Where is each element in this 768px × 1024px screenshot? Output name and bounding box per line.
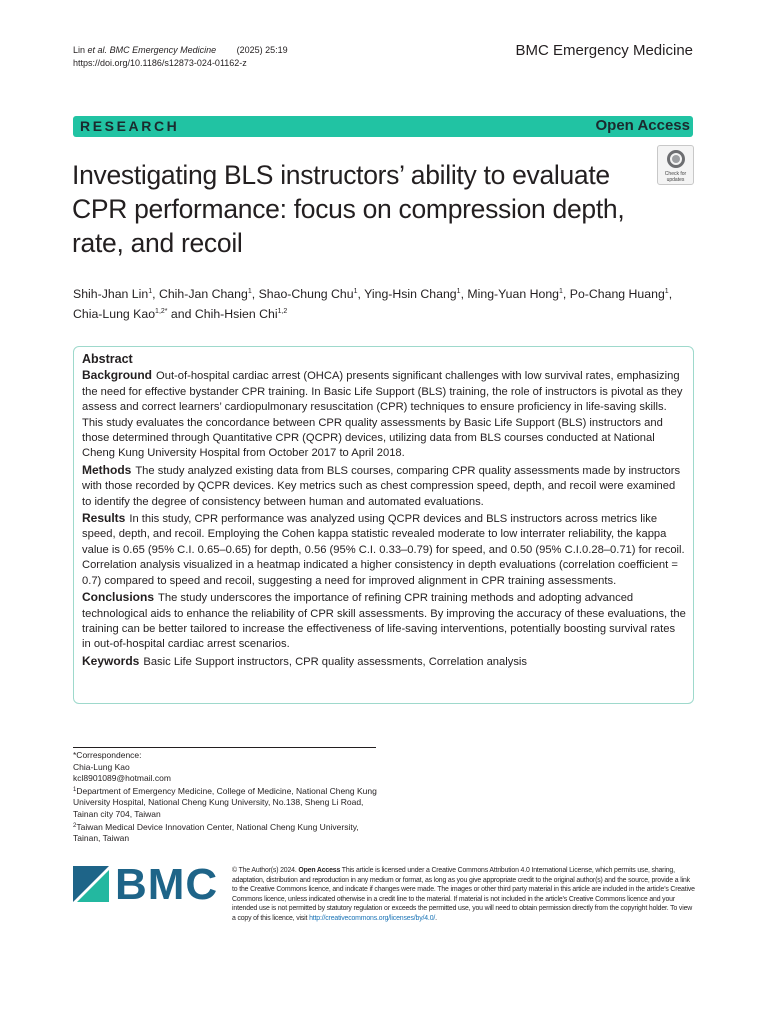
citation-line [73, 44, 288, 57]
article-title: Investigating BLS instructors’ ability to evaluate CPR performance: focus on compression depth, rate, and recoil [72, 160, 625, 258]
check-updates-line2: updates [666, 177, 685, 183]
abstract-background [82, 368, 686, 461]
citation-etal: et al. [87, 45, 108, 55]
keywords-heading: Keywords [82, 653, 140, 668]
results-text: In this study, CPR performance was analyzed using QCPR devices and BLS instructors across metrics like speed, depth, and recoil. Employing the Cohen kappa statistic revealed moderate to low interrater reliability, the kappa value is 0.65 (95% C.I. 0.65–0.65) for depth, 0.56 (95% C.I. 0.33–0.79) for speed, and 0.50 (95% C.I.0.28–0.71) for recoil. Correlation analysis visualized in a heatmap indicated a higher consistency in depth evaluations (correlation coefficient = 0.7) compared to speed and recoil, suggesting a need for improved alignment in CPR training assessments. [82, 513, 685, 587]
affiliation-1: $^1$Department of Emergency Medicine, College of Medicine, National Cheng Kung University Hospital, National Cheng Kung University, No.138, Sheng Li Road, Tainan city 704, Taiwan [73, 785, 377, 819]
citation-journal: BMC Emergency Medicine [109, 45, 217, 55]
license-notice: © The Author(s) 2024. Open Access This article is licensed under a Creative Commons Attribution 4.0 International License, which permits use, sharing, adaptation, distribution and reproduction in any medium or format, as long as you give appropriate credit to the original author(s) and the source, provide a link to the Creative Commons licence, and indicate if changes were made. The images or other third party material in this article are included in the article’s Creative Commons licence, unless indicated otherwise in a credit line to the material. If material is not included in the article’s Creative Commons licence and your intended use is not permitted by statutory regulation or exceeds the permitted use, you will need to obtain permission directly from the copyright holder. To view a copy of this licence, visit http://creativecommons.org/licenses/by/4.0/. [232, 867, 695, 922]
check-updates-label [658, 171, 693, 183]
abstract-results [82, 511, 686, 589]
open-access-label: Open Access [595, 117, 690, 134]
abstract-content [82, 352, 686, 671]
license-text: This article is licensed under a Creative Commons Attribution 4.0 International License, which permits use, sharing, adaptation, distribution and reproduction in any medium or format, as long as you give appropriate credit to the original author(s) and the source, provide a link to the Creative Commons licence, and indicate if changes were made. The images or other third party material in this article are included in the article’s Creative Commons licence, unless indicated otherwise in a credit line to the material. If material is not included in the article’s Creative Commons licence and your intended use is not permitted by statutory regulation or exceeds the permitted use, you will need to obtain permission directly from the copyright holder. To view a copy of this licence, visit [232, 867, 695, 922]
correspondence-name: Chia-Lung Kao [73, 761, 130, 772]
correspondence-footnote [73, 750, 383, 845]
abstract-methods [82, 463, 686, 510]
check-for-updates-button[interactable] [657, 145, 694, 185]
citation-year-volume: (2025) 25:19 [236, 45, 288, 55]
license-link[interactable]: http://creativecommons.org/licenses/by/4.0/ [309, 914, 436, 922]
abstract-heading: Abstract [82, 352, 133, 366]
results-heading: Results [82, 511, 126, 526]
footnote-divider [73, 747, 376, 748]
author[interactable]: Po-Chang Huang$^1$ [569, 287, 669, 301]
abstract-conclusions [82, 590, 686, 653]
license-open-access: Open Access [298, 867, 341, 874]
citation-header [73, 44, 288, 70]
methods-heading: Methods [82, 462, 132, 477]
background-text: Out-of-hospital cardiac arrest (OHCA) presents significant challenges with low survival rates, emphasizing the need for effective bystander CPR training. In Basic Life Support (BLS) training, the role of instructors is pivotal as they assess and correct learners’ cardiopulmonary resuscitation (CPR) techniques to ensure proficiency in life-saving skills. This study evaluates the concordance between CPR quality assessments by Basic Life Support (BLS) instructors and those determined through Quantitative CPR (QCPR) devices, utilizing data from BLS courses conducted at National Cheng Kung University Hospital from October 2017 to April 2018. [82, 370, 683, 460]
author[interactable]: Ying-Hsin Chang$^1$ [364, 287, 461, 301]
author[interactable]: Chia-Lung Kao$^{1,2*}$ [73, 307, 168, 321]
abstract-box [73, 346, 694, 704]
author[interactable]: Chih-Hsien Chi$^{1,2}$ [194, 307, 288, 321]
license-copyright: © The Author(s) 2024. [232, 867, 297, 874]
author[interactable]: Chih-Jan Chang$^1$ [158, 287, 252, 301]
check-updates-icon-center [672, 155, 680, 163]
background-heading: Background [82, 368, 153, 383]
correspondence-email[interactable]: kcl8901089@hotmail.com [73, 773, 171, 784]
journal-name: BMC Emergency Medicine [515, 42, 693, 59]
methods-text: The study analyzed existing data from BLS courses, comparing CPR quality assessments made by instructors with those recorded by QCPR devices. Key metrics such as chest compression speed, depth, and recoil were examined to identify the degree of consistency between human and automated evaluations. [82, 464, 681, 508]
citation-authors: Lin [73, 45, 86, 55]
bmc-logo-text: BMC [115, 860, 219, 909]
author[interactable]: Shih-Jhan Lin$^1$ [73, 287, 153, 301]
conclusions-text: The study underscores the importance of refining CPR training methods and adopting advanced technological aids to enhance the reliability of CPR skill assessments. By improving the accuracy of these evaluations, the training can be better tailored to increase the effectiveness of life-saving interventions, potentially boosting survival rates in out-of-hospital cardiac arrest scenarios. [82, 592, 686, 651]
bmc-logo [73, 860, 219, 909]
doi-link[interactable]: https://doi.org/10.1186/s12873-024-01162-z [73, 58, 247, 68]
keywords-text: Basic Life Support instructors, CPR quality assessments, Correlation analysis [143, 655, 528, 668]
check-updates-line1: Check for [664, 171, 687, 177]
author[interactable]: Ming-Yuan Hong$^1$ [467, 287, 563, 301]
abstract-keywords [82, 654, 686, 670]
author[interactable]: Shao-Chung Chu$^1$ [258, 287, 358, 301]
author-list: Shih-Jhan Lin$^1$, Chih-Jan Chang$^1$, Shao-Chung Chu$^1$, Ying-Hsin Chang$^1$, Ming-Yuan Hong$^1$, Po-Chang Huang$^1$, Chia-Lung Kao$^{1,2*}$ and Chih-Hsien Chi$^{1,2}$ [73, 287, 673, 321]
affiliation-2: $^2$Taiwan Medical Device Innovation Center, National Cheng Kung University, Tainan, Taiwan [73, 821, 359, 844]
correspondence-label: *Correspondence: [73, 750, 142, 760]
article-type-label: RESEARCH [80, 118, 180, 134]
bmc-logo-mark-icon [73, 866, 109, 902]
conclusions-heading: Conclusions [82, 590, 155, 605]
